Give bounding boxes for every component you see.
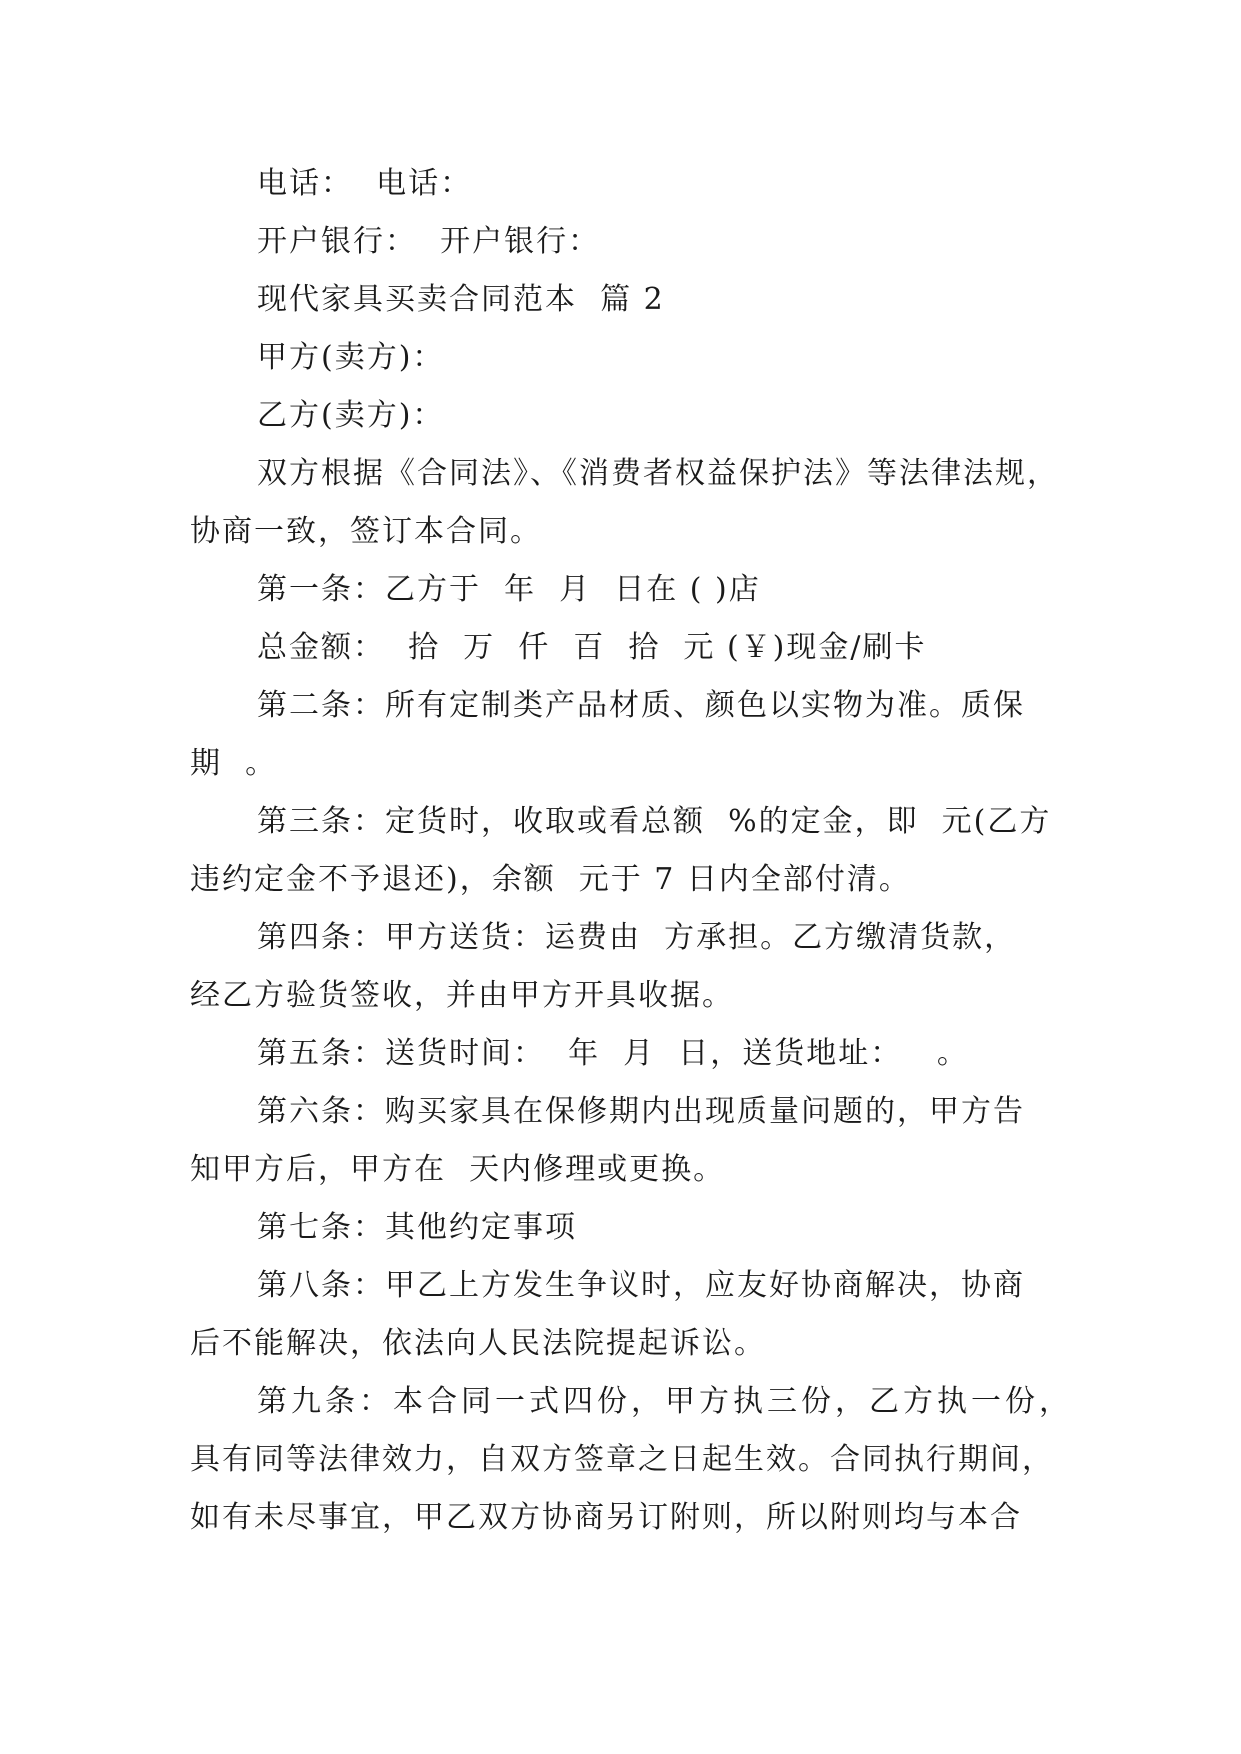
article-5-line: 第五条：送货时间： 年 月 日，送货地址： 。 (257, 1036, 969, 1071)
phone-line: 电话： 电话： (257, 166, 473, 201)
article-9-line-1: 第九条：本合同一式四份，甲方执三份，乙方执一份， (257, 1384, 1073, 1419)
article-1-line: 第一条：乙方于 年 月 日在 ( )店 (257, 572, 761, 607)
section-title: 现代家具买卖合同范本 篇 2 (257, 282, 665, 317)
article-2-line-1: 第二条：所有定制类产品材质、颜色以实物为准。质保 (257, 688, 1025, 723)
article-3-line-2: 违约定金不予退还)，余额 元于 7 日内全部付清。 (190, 862, 911, 897)
preamble-line-2: 协商一致，签订本合同。 (190, 514, 542, 549)
article-4-line-2: 经乙方验货签收，并由甲方开具收据。 (190, 978, 734, 1013)
article-9-line-2: 具有同等法律效力，自双方签章之日起生效。合同执行期间， (190, 1442, 1054, 1477)
article-7-line: 第七条：其他约定事项 (257, 1210, 577, 1245)
article-4-line-1: 第四条：甲方送货：运费由 方承担。乙方缴清货款， (257, 920, 1017, 955)
preamble-line-1: 双方根据《合同法》、《消费者权益保护法》等法律法规， (257, 456, 1059, 491)
article-3-line-1: 第三条：定货时，收取或看总额 %的定金，即 元(乙方 (257, 804, 1052, 839)
party-a-line: 甲方(卖方)： (257, 340, 445, 375)
article-8-line-2: 后不能解决，依法向人民法院提起诉讼。 (190, 1326, 766, 1361)
party-b-line: 乙方(卖方)： (257, 398, 445, 433)
article-8-line-1: 第八条：甲乙上方发生争议时，应友好协商解决，协商 (257, 1268, 1025, 1303)
article-6-line-2: 知甲方后，甲方在 天内修理或更换。 (190, 1152, 726, 1187)
article-2-line-2: 期 。 (190, 746, 278, 781)
total-amount-line: 总金额： 拾 万 仟 百 拾 元 (￥)现金/刷卡 (257, 630, 927, 665)
article-9-line-3: 如有未尽事宜，甲乙双方协商另订附则，所以附则均与本合 (190, 1500, 1022, 1535)
article-6-line-1: 第六条：购买家具在保修期内出现质量问题的，甲方告 (257, 1094, 1025, 1129)
bank-line: 开户银行： 开户银行： (257, 224, 601, 259)
